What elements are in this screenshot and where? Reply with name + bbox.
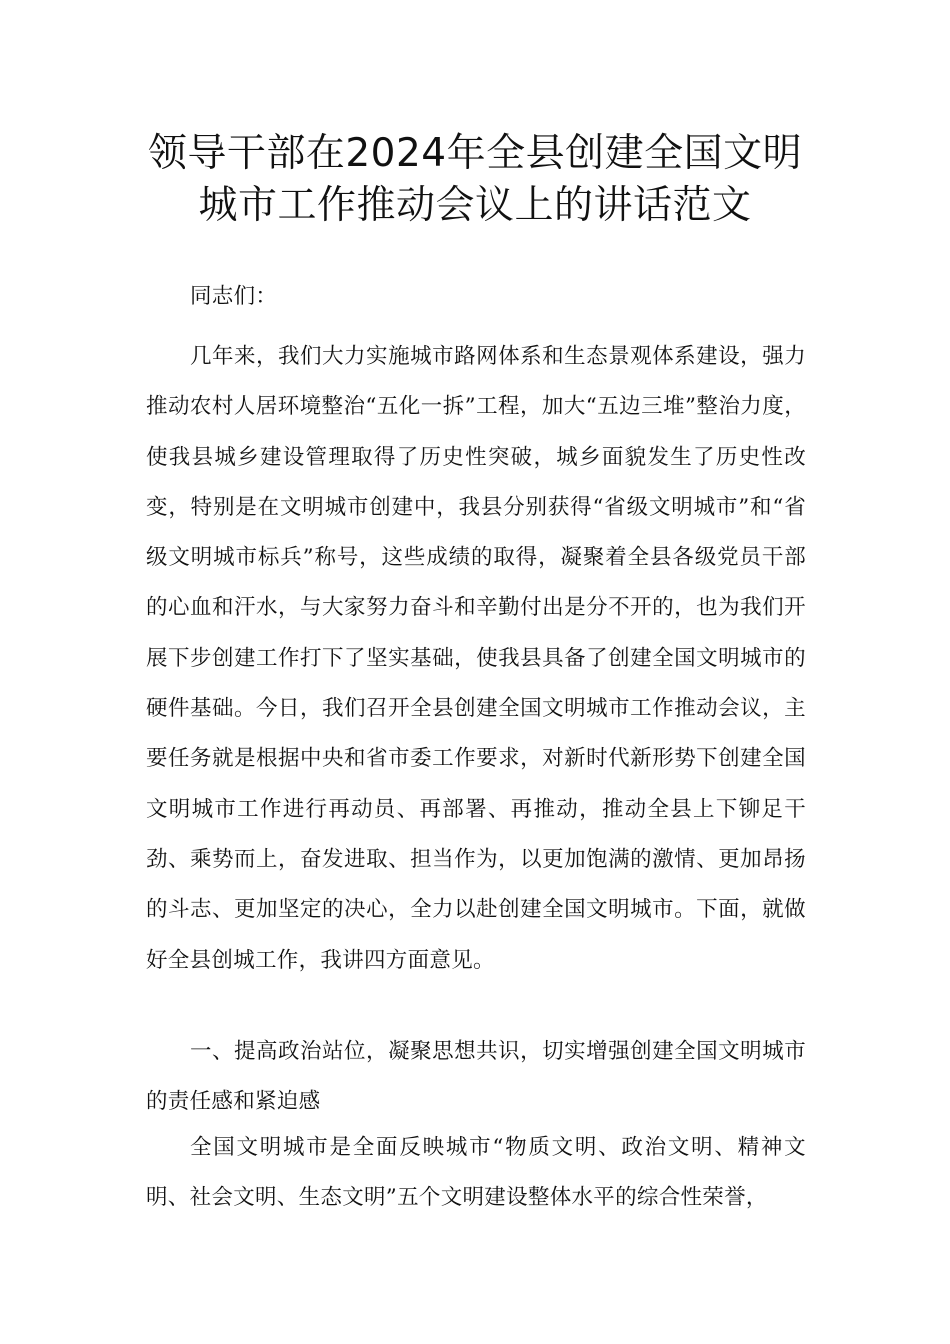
title-line-2: 城市工作推动会议上的讲话范文 [198, 183, 752, 228]
section-1-heading: 一、提高政治站位，凝聚思想共识，切实增强创建全国文明城市的责任感和紧迫感 [146, 1039, 806, 1114]
paragraph-1: 几年来，我们大力实施城市路网体系和生态景观体系建设，强力推动农村人居环境整治“五化一拆”工程，加大“五边三堆”整治力度，使我县城乡建设管理取得了历史性突破，城乡面貌发生了历史性改变，特别是在文明城市创建中，我县分别获得“省级文明城市”和“省级文明城市标兵”称号，这些成绩的取得，凝聚着全县各级党员干部的心血和汗水，与大家努力奋斗和辛勤付出是分不开的，也为我们开展下步创建工作打下了坚实基础，使我县具备了创建全国文明城市的硬件基础。今日，我们召开全县创建全国文明城市工作推动会议，主要任务就是根据中央和省市委工作要求，对新时代新形势下创建全国文明城市工作进行再动员、再部署、再推动，推动全县上下铆足干劲、乘势而上，奋发进取、担当作为，以更加饱满的激情、更加昂扬的斗志、更加坚定的决心，全力以赴创建全国文明城市。下面，就做好全县创城工作，我讲四方面意见。 [146, 344, 806, 973]
document-title [120, 128, 830, 232]
salutation: 同志们： [190, 284, 278, 309]
paragraph-2: 全国文明城市是全面反映城市“物质文明、政治文明、精神文明、社会文明、生态文明”五个文明建设整体水平的综合性荣誉， [146, 1135, 806, 1210]
title-line-1: 领导干部在2024年全县创建全国文明 [147, 131, 803, 176]
